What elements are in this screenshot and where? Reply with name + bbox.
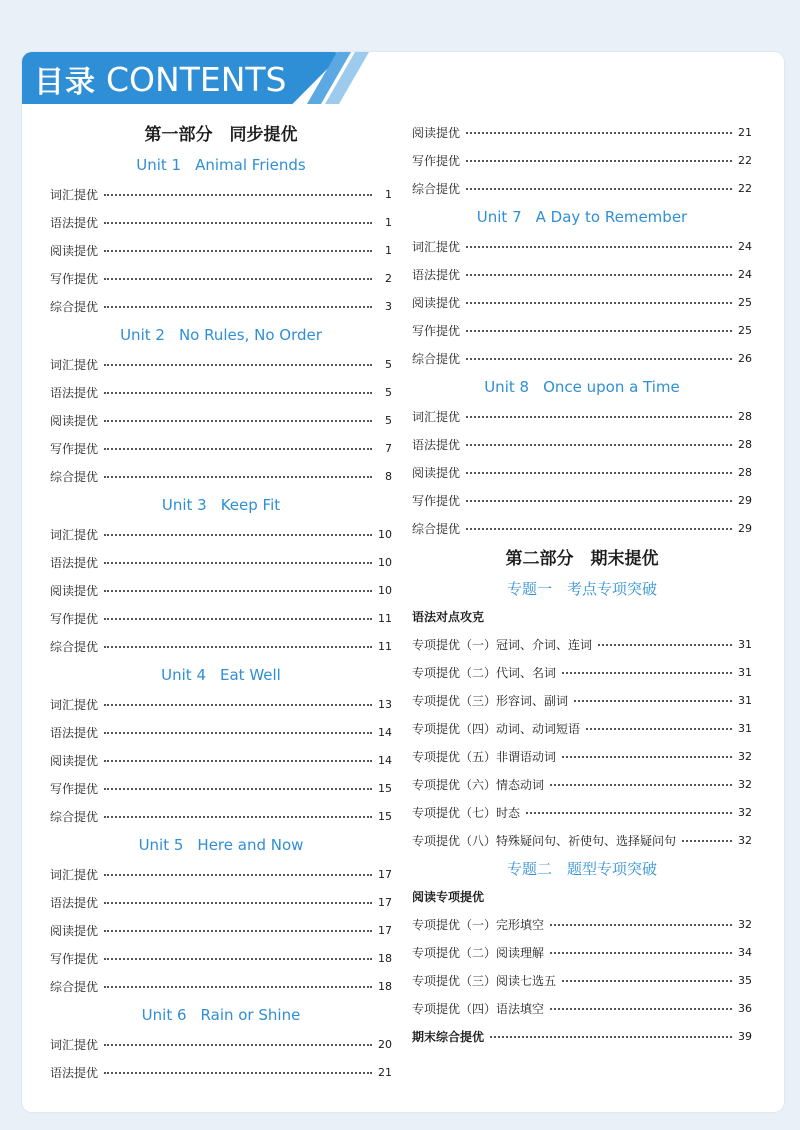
dot-leader xyxy=(466,132,732,134)
dot-leader xyxy=(104,306,372,308)
entry-label: 阅读提优 xyxy=(412,295,461,310)
entry-label: 语法提优 xyxy=(412,437,461,452)
page-number: 14 xyxy=(378,753,392,767)
entry-label: 综合提优 xyxy=(50,469,99,484)
dot-leader xyxy=(104,874,372,876)
toc-entry[interactable] xyxy=(412,938,752,966)
page-number: 15 xyxy=(378,781,392,795)
toc-entry[interactable] xyxy=(412,714,752,742)
page-number: 32 xyxy=(738,917,752,931)
header-title xyxy=(34,59,287,99)
toc-entry[interactable] xyxy=(412,316,752,344)
entry-label: 语法提优 xyxy=(412,267,461,282)
topic-subheading: 语法对点攻克 xyxy=(412,610,485,624)
page-number: 10 xyxy=(378,527,392,541)
page-number: 11 xyxy=(378,639,392,653)
unit-number: Unit 6 xyxy=(141,1006,187,1024)
toc-entry[interactable] xyxy=(412,742,752,770)
dot-leader xyxy=(104,1044,372,1046)
page-number: 8 xyxy=(385,469,392,483)
page-number: 5 xyxy=(385,413,392,427)
toc-entry[interactable] xyxy=(412,344,752,372)
entry-label: 专项提优（四）动词、动词短语 xyxy=(412,721,581,736)
toc-entry[interactable] xyxy=(412,686,752,714)
toc-entry[interactable] xyxy=(412,1022,752,1050)
unit-name: Eat Well xyxy=(220,666,281,684)
unit-number: Unit 2 xyxy=(120,326,165,344)
dot-leader xyxy=(104,278,372,280)
dot-leader xyxy=(104,902,372,904)
entry-label: 词汇提优 xyxy=(50,1037,99,1052)
dot-leader xyxy=(490,1036,732,1038)
unit-name: Once upon a Time xyxy=(543,378,680,396)
unit-title xyxy=(50,660,392,690)
toc-left-column xyxy=(50,118,392,1086)
dot-leader xyxy=(550,784,732,786)
toc-entry[interactable] xyxy=(412,430,752,458)
entry-label: 专项提优（三）阅读七选五 xyxy=(412,973,557,988)
unit-number: Unit 3 xyxy=(161,496,207,514)
toc-entry[interactable] xyxy=(412,174,752,202)
entry-label: 写作提优 xyxy=(50,951,99,966)
entry-label: 语法提优 xyxy=(50,385,99,400)
unit-title xyxy=(50,490,392,520)
part-one-title: 第一部分 同步提优 xyxy=(144,125,298,145)
page-number: 25 xyxy=(738,295,752,309)
topic-title: 专题一 考点专项突破 xyxy=(506,580,657,598)
page-number: 22 xyxy=(738,181,752,195)
toc-entry[interactable] xyxy=(412,658,752,686)
toc-entry[interactable] xyxy=(50,888,392,916)
toc-entry[interactable] xyxy=(50,576,392,604)
page-number: 1 xyxy=(385,187,392,201)
dot-leader xyxy=(104,562,372,564)
entry-label: 综合提优 xyxy=(412,181,461,196)
toc-entry[interactable] xyxy=(50,236,392,264)
toc-entry[interactable] xyxy=(50,520,392,548)
page-number: 20 xyxy=(378,1037,392,1051)
entry-label: 写作提优 xyxy=(412,323,461,338)
page-number: 28 xyxy=(738,465,752,479)
toc-entry[interactable] xyxy=(50,208,392,236)
entry-label: 专项提优（二）代词、名词 xyxy=(412,665,557,680)
toc-entry[interactable] xyxy=(412,146,752,174)
toc-entry[interactable] xyxy=(50,802,392,830)
page-number: 25 xyxy=(738,323,752,337)
toc-entry[interactable] xyxy=(50,632,392,660)
entry-label: 阅读提优 xyxy=(50,243,99,258)
toc-entry[interactable] xyxy=(50,462,392,490)
page-number: 15 xyxy=(378,809,392,823)
unit-name: Rain or Shine xyxy=(200,1006,301,1024)
dot-leader xyxy=(550,1008,732,1010)
toc-entry[interactable] xyxy=(412,630,752,658)
page-number: 7 xyxy=(385,441,392,455)
toc-entry[interactable] xyxy=(50,944,392,972)
toc-entry[interactable] xyxy=(50,350,392,378)
unit-title xyxy=(50,1000,392,1030)
title-chinese: 目录 xyxy=(34,65,96,100)
toc-entry[interactable] xyxy=(50,406,392,434)
entry-label: 专项提优（一）完形填空 xyxy=(412,917,545,932)
dot-leader xyxy=(682,840,732,842)
toc-entry[interactable] xyxy=(412,260,752,288)
page-number: 22 xyxy=(738,153,752,167)
unit-number: Unit 7 xyxy=(476,208,522,226)
dot-leader xyxy=(104,816,372,818)
unit-title xyxy=(412,202,752,232)
unit-number: Unit 1 xyxy=(136,156,182,174)
dot-leader xyxy=(104,534,372,536)
toc-entry[interactable] xyxy=(412,486,752,514)
page-number: 17 xyxy=(378,867,392,881)
entry-label: 专项提优（三）形容词、副词 xyxy=(412,693,569,708)
toc-entry[interactable] xyxy=(50,916,392,944)
dot-leader xyxy=(104,646,372,648)
entry-label: 综合提优 xyxy=(50,299,99,314)
unit-title xyxy=(50,830,392,860)
page-number: 1 xyxy=(385,215,392,229)
page-number: 26 xyxy=(738,351,752,365)
toc-entry[interactable] xyxy=(412,288,752,316)
dot-leader xyxy=(562,980,732,982)
page-number: 39 xyxy=(738,1029,752,1043)
entry-label: 阅读提优 xyxy=(412,465,461,480)
page-number: 29 xyxy=(738,521,752,535)
page-number: 2 xyxy=(385,271,392,285)
page-number: 1 xyxy=(385,243,392,257)
page-number: 32 xyxy=(738,833,752,847)
dot-leader xyxy=(104,704,372,706)
page-number: 24 xyxy=(738,239,752,253)
unit-name: A Day to Remember xyxy=(535,208,688,226)
dot-leader xyxy=(104,590,372,592)
page-number: 11 xyxy=(378,611,392,625)
dot-leader xyxy=(574,700,732,702)
dot-leader xyxy=(586,728,732,730)
dot-leader xyxy=(104,420,372,422)
page-number: 10 xyxy=(378,555,392,569)
toc-entry[interactable] xyxy=(50,860,392,888)
entry-label: 专项提优（一）冠词、介词、连词 xyxy=(412,637,593,652)
entry-label: 阅读提优 xyxy=(50,413,99,428)
page-number: 35 xyxy=(738,973,752,987)
unit-title xyxy=(50,150,392,180)
unit-name: Animal Friends xyxy=(195,156,306,174)
entry-label: 语法提优 xyxy=(50,215,99,230)
toc-entry[interactable] xyxy=(412,458,752,486)
dot-leader xyxy=(104,788,372,790)
entry-label: 语法提优 xyxy=(50,1065,99,1080)
toc-entry[interactable] xyxy=(412,994,752,1022)
dot-leader xyxy=(466,302,732,304)
dot-leader xyxy=(104,618,372,620)
toc-entry[interactable] xyxy=(50,774,392,802)
dot-leader xyxy=(104,986,372,988)
toc-entry[interactable] xyxy=(50,746,392,774)
page-number: 5 xyxy=(385,357,392,371)
toc-entry[interactable] xyxy=(412,514,752,542)
page-number: 17 xyxy=(378,895,392,909)
dot-leader xyxy=(466,274,732,276)
entry-label: 语法提优 xyxy=(50,895,99,910)
toc-entry[interactable] xyxy=(50,378,392,406)
dot-leader xyxy=(104,476,372,478)
toc-entry[interactable] xyxy=(50,604,392,632)
entry-label: 专项提优（二）阅读理解 xyxy=(412,945,545,960)
entry-label: 综合提优 xyxy=(412,351,461,366)
unit-name: No Rules, No Order xyxy=(178,326,322,344)
toc-right-column xyxy=(412,118,752,1050)
toc-entry[interactable] xyxy=(412,118,752,146)
toc-entry[interactable] xyxy=(50,690,392,718)
entry-label: 词汇提优 xyxy=(50,357,99,372)
topic-title: 专题二 题型专项突破 xyxy=(506,860,657,878)
toc-entry[interactable] xyxy=(50,180,392,208)
dot-leader xyxy=(550,952,732,954)
part-two-title: 第二部分 期末提优 xyxy=(505,549,659,569)
entry-label: 专项提优（七）时态 xyxy=(412,805,521,820)
dot-leader xyxy=(562,756,732,758)
page-number: 18 xyxy=(378,951,392,965)
unit-number: Unit 4 xyxy=(161,666,206,684)
page-number: 28 xyxy=(738,437,752,451)
entry-label: 语法提优 xyxy=(50,725,99,740)
page-number: 17 xyxy=(378,923,392,937)
dot-leader xyxy=(104,958,372,960)
dot-leader xyxy=(466,528,732,530)
entry-label: 综合提优 xyxy=(50,639,99,654)
entry-label: 专项提优（五）非谓语动词 xyxy=(412,749,557,764)
entry-label: 阅读提优 xyxy=(50,923,99,938)
dot-leader xyxy=(466,444,732,446)
toc-entry[interactable] xyxy=(412,770,752,798)
dot-leader xyxy=(598,644,732,646)
entry-label: 词汇提优 xyxy=(50,867,99,882)
toc-entry[interactable] xyxy=(50,434,392,462)
title-english: CONTENTS xyxy=(106,59,287,99)
entry-label: 专项提优（六）情态动词 xyxy=(412,777,545,792)
dot-leader xyxy=(104,448,372,450)
entry-label: 写作提优 xyxy=(412,153,461,168)
unit-number: Unit 8 xyxy=(484,378,530,396)
dot-leader xyxy=(104,1072,372,1074)
entry-label: 写作提优 xyxy=(50,271,99,286)
page-number: 32 xyxy=(738,749,752,763)
dot-leader xyxy=(104,392,372,394)
page-number: 31 xyxy=(738,665,752,679)
toc-entry[interactable] xyxy=(50,264,392,292)
dot-leader xyxy=(466,472,732,474)
entry-label: 写作提优 xyxy=(50,611,99,626)
entry-label: 综合提优 xyxy=(412,521,461,536)
entry-label: 写作提优 xyxy=(50,781,99,796)
dot-leader xyxy=(104,760,372,762)
entry-label: 专项提优（八）特殊疑问句、祈使句、选择疑问句 xyxy=(412,833,677,848)
unit-number: Unit 5 xyxy=(138,836,184,854)
dot-leader xyxy=(466,358,732,360)
dot-leader xyxy=(466,188,732,190)
topic-subheading: 阅读专项提优 xyxy=(412,890,485,904)
entry-label: 词汇提优 xyxy=(412,239,461,254)
entry-label: 阅读提优 xyxy=(50,753,99,768)
toc-entry[interactable] xyxy=(412,826,752,854)
entry-label: 阅读提优 xyxy=(412,125,461,140)
dot-leader xyxy=(562,672,732,674)
page-number: 34 xyxy=(738,945,752,959)
page-number: 10 xyxy=(378,583,392,597)
entry-label: 综合提优 xyxy=(50,809,99,824)
page-number: 5 xyxy=(385,385,392,399)
page-number: 24 xyxy=(738,267,752,281)
page-number: 13 xyxy=(378,697,392,711)
dot-leader xyxy=(466,330,732,332)
entry-label: 阅读提优 xyxy=(50,583,99,598)
page-number: 29 xyxy=(738,493,752,507)
toc-entry[interactable] xyxy=(412,402,752,430)
entry-label: 词汇提优 xyxy=(50,697,99,712)
dot-leader xyxy=(104,930,372,932)
entry-label: 词汇提优 xyxy=(412,409,461,424)
page-number: 14 xyxy=(378,725,392,739)
toc-entry[interactable] xyxy=(50,972,392,1000)
toc-entry[interactable] xyxy=(50,292,392,320)
page-number: 32 xyxy=(738,777,752,791)
toc-entry[interactable] xyxy=(412,910,752,938)
dot-leader xyxy=(104,222,372,224)
dot-leader xyxy=(104,364,372,366)
toc-entry[interactable] xyxy=(50,1058,392,1086)
dot-leader xyxy=(466,246,732,248)
toc-entry[interactable] xyxy=(50,718,392,746)
dot-leader xyxy=(550,924,732,926)
dot-leader xyxy=(466,160,732,162)
toc-entry[interactable] xyxy=(412,966,752,994)
page-number: 21 xyxy=(378,1065,392,1079)
page-number: 31 xyxy=(738,637,752,651)
entry-label: 写作提优 xyxy=(50,441,99,456)
page-number: 3 xyxy=(385,299,392,313)
unit-title xyxy=(50,320,392,350)
page-number: 31 xyxy=(738,693,752,707)
dot-leader xyxy=(466,500,732,502)
dot-leader xyxy=(466,416,732,418)
toc-entry[interactable] xyxy=(412,798,752,826)
entry-label: 词汇提优 xyxy=(50,187,99,202)
entry-label: 期末综合提优 xyxy=(412,1029,485,1044)
page-number: 32 xyxy=(738,805,752,819)
dot-leader xyxy=(104,194,372,196)
page-number: 28 xyxy=(738,409,752,423)
dot-leader xyxy=(104,732,372,734)
toc-entry[interactable] xyxy=(412,232,752,260)
unit-name: Keep Fit xyxy=(220,496,281,514)
unit-name: Here and Now xyxy=(197,836,304,854)
entry-label: 专项提优（四）语法填空 xyxy=(412,1001,545,1016)
entry-label: 语法提优 xyxy=(50,555,99,570)
dot-leader xyxy=(104,250,372,252)
entry-label: 综合提优 xyxy=(50,979,99,994)
entry-label: 词汇提优 xyxy=(50,527,99,542)
page-number: 18 xyxy=(378,979,392,993)
dot-leader xyxy=(526,812,732,814)
toc-entry[interactable] xyxy=(50,548,392,576)
unit-title xyxy=(412,372,752,402)
toc-entry[interactable] xyxy=(50,1030,392,1058)
entry-label: 写作提优 xyxy=(412,493,461,508)
page-number: 21 xyxy=(738,125,752,139)
page-number: 31 xyxy=(738,721,752,735)
page-number: 36 xyxy=(738,1001,752,1015)
